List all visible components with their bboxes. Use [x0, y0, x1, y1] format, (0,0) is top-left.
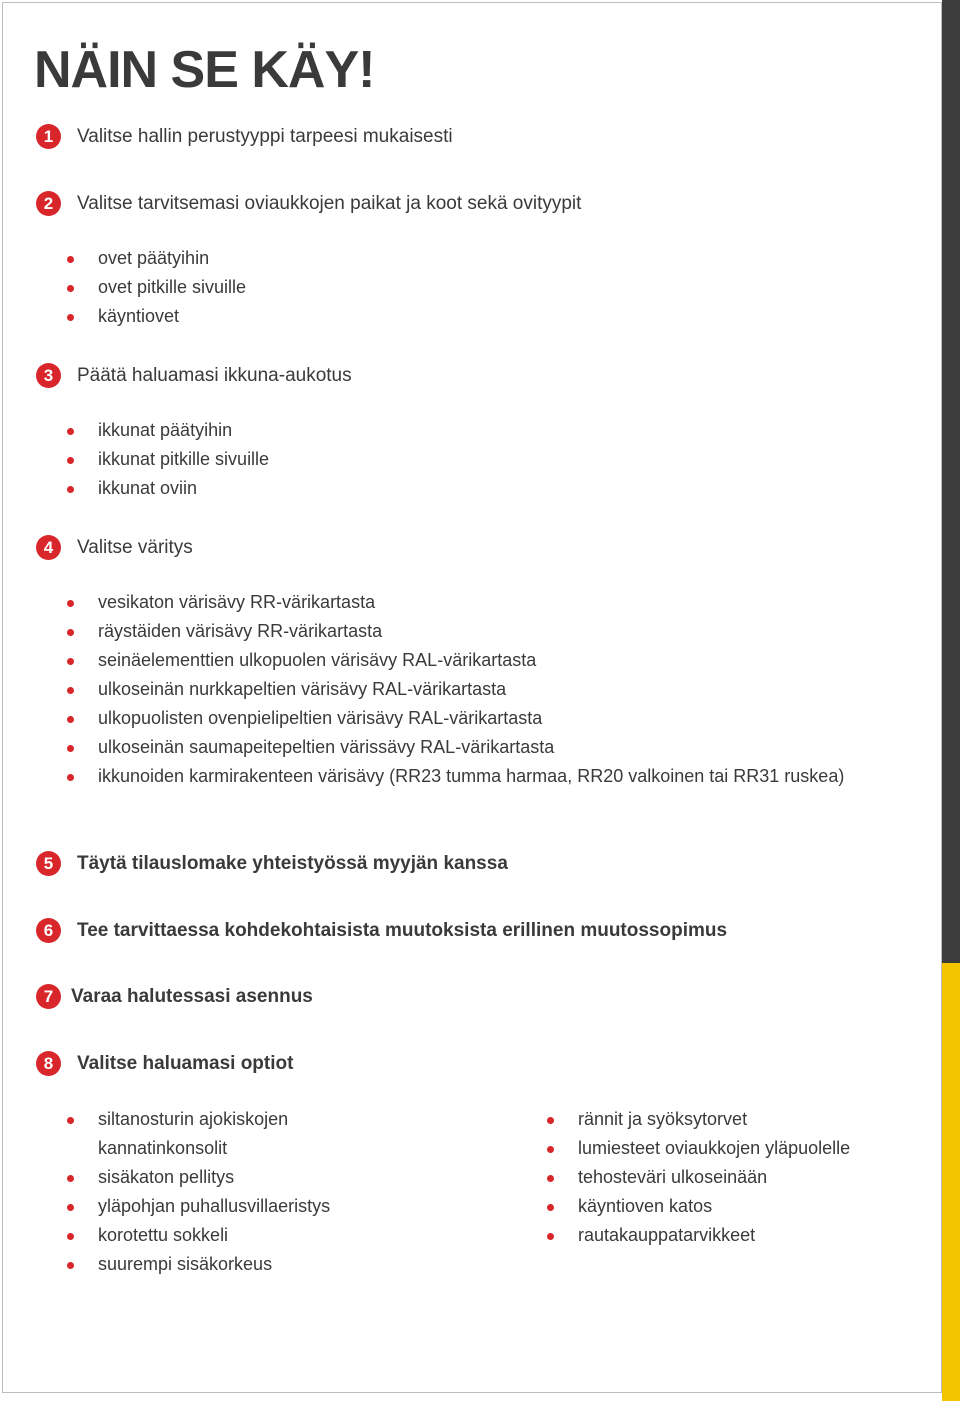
bullet-icon: [547, 1204, 554, 1211]
list-item: vesikaton värisävy RR-värikartasta: [67, 588, 887, 617]
list-item: ovet päätyihin: [67, 244, 246, 273]
list-item: räystäiden värisävy RR-värikartasta: [67, 617, 887, 646]
step-7: [36, 984, 313, 1009]
list-item: ulkoseinän nurkkapeltien värisävy RAL-värikartasta: [67, 675, 887, 704]
list-item: lumiesteet oviaukkojen yläpuolelle: [547, 1134, 927, 1163]
step-1: [36, 124, 453, 149]
list-item: suurempi sisäkorkeus: [67, 1250, 367, 1279]
list-item: yläpohjan puhallusvillaeristys: [67, 1192, 367, 1221]
step-5: [36, 851, 508, 876]
step-8-list-right: [547, 1105, 927, 1250]
bullet-icon: [67, 256, 74, 263]
bullet-icon: [67, 457, 74, 464]
bullet-icon: [67, 658, 74, 665]
page-title: NÄIN SE KÄY!: [34, 41, 375, 99]
list-item: siltanosturin ajokiskojen kannatinkonsolit: [67, 1105, 367, 1163]
bullet-icon: [67, 1117, 74, 1124]
list-item: ikkunat pitkille sivuille: [67, 445, 269, 474]
step-number-badge: 3: [36, 363, 61, 388]
step-heading: Päätä haluamasi ikkuna-aukotus: [77, 364, 352, 386]
bullet-icon: [67, 428, 74, 435]
step-number-badge: 4: [36, 535, 61, 560]
bullet-icon: [67, 1204, 74, 1211]
bullet-icon: [67, 314, 74, 321]
bullet-icon: [67, 600, 74, 607]
step-number-badge: 5: [36, 851, 61, 876]
bullet-icon: [547, 1233, 554, 1240]
bullet-icon: [547, 1117, 554, 1124]
bullet-icon: [67, 745, 74, 752]
step-heading: Valitse hallin perustyyppi tarpeesi mukaisesti: [77, 125, 453, 147]
list-item: ulkoseinän saumapeitepeltien värissävy RAL-värikartasta: [67, 733, 887, 762]
step-heading: Valitse haluamasi optiot: [77, 1052, 294, 1074]
step-number-badge: 6: [36, 918, 61, 943]
bullet-icon: [67, 486, 74, 493]
side-bar-yellow: [942, 963, 960, 1401]
step-heading: Täytä tilauslomake yhteistyössä myyjän kanssa: [77, 852, 508, 874]
list-item: ovet pitkille sivuille: [67, 273, 246, 302]
step-heading: Valitse väritys: [77, 536, 193, 558]
step-heading: Valitse tarvitsemasi oviaukkojen paikat ja koot sekä ovityypit: [77, 192, 582, 214]
step-6: [36, 918, 727, 943]
step-3: [36, 363, 352, 388]
bullet-icon: [67, 687, 74, 694]
bullet-icon: [67, 1262, 74, 1269]
step-3-list: [67, 416, 269, 503]
step-number-badge: 1: [36, 124, 61, 149]
step-2-list: [67, 244, 246, 331]
list-item: seinäelementtien ulkopuolen värisävy RAL-värikartasta: [67, 646, 887, 675]
list-item: ikkunat oviin: [67, 474, 269, 503]
step-number-badge: 8: [36, 1051, 61, 1076]
list-item: käyntiovet: [67, 302, 246, 331]
step-heading: Tee tarvittaessa kohdekohtaisista muutoksista erillinen muutossopimus: [77, 919, 728, 941]
bullet-icon: [67, 629, 74, 636]
step-4-list: [67, 588, 887, 791]
bullet-icon: [547, 1146, 554, 1153]
bullet-icon: [67, 774, 74, 781]
list-item: rännit ja syöksytorvet: [547, 1105, 927, 1134]
bullet-icon: [67, 1233, 74, 1240]
step-heading: Varaa halutessasi asennus: [71, 985, 313, 1007]
list-item: ikkunat päätyihin: [67, 416, 269, 445]
step-8-list-left: [67, 1105, 367, 1279]
list-item: käyntioven katos: [547, 1192, 927, 1221]
bullet-icon: [67, 716, 74, 723]
bullet-icon: [67, 1175, 74, 1182]
step-2: [36, 191, 581, 216]
bullet-icon: [67, 285, 74, 292]
list-item: korotettu sokkeli: [67, 1221, 367, 1250]
list-item: sisäkaton pellitys: [67, 1163, 367, 1192]
list-item: ulkopuolisten ovenpielipeltien värisävy RAL-värikartasta: [67, 704, 887, 733]
bullet-icon: [547, 1175, 554, 1182]
step-4: [36, 535, 193, 560]
list-item: rautakauppatarvikkeet: [547, 1221, 927, 1250]
step-8: [36, 1051, 293, 1076]
side-bar-dark: [942, 0, 960, 963]
list-item: ikkunoiden karmirakenteen värisävy (RR23 tumma harmaa, RR20 valkoinen tai RR31 ruskea): [67, 762, 887, 791]
list-item: tehosteväri ulkoseinään: [547, 1163, 927, 1192]
step-number-badge: 7: [36, 984, 61, 1009]
step-number-badge: 2: [36, 191, 61, 216]
